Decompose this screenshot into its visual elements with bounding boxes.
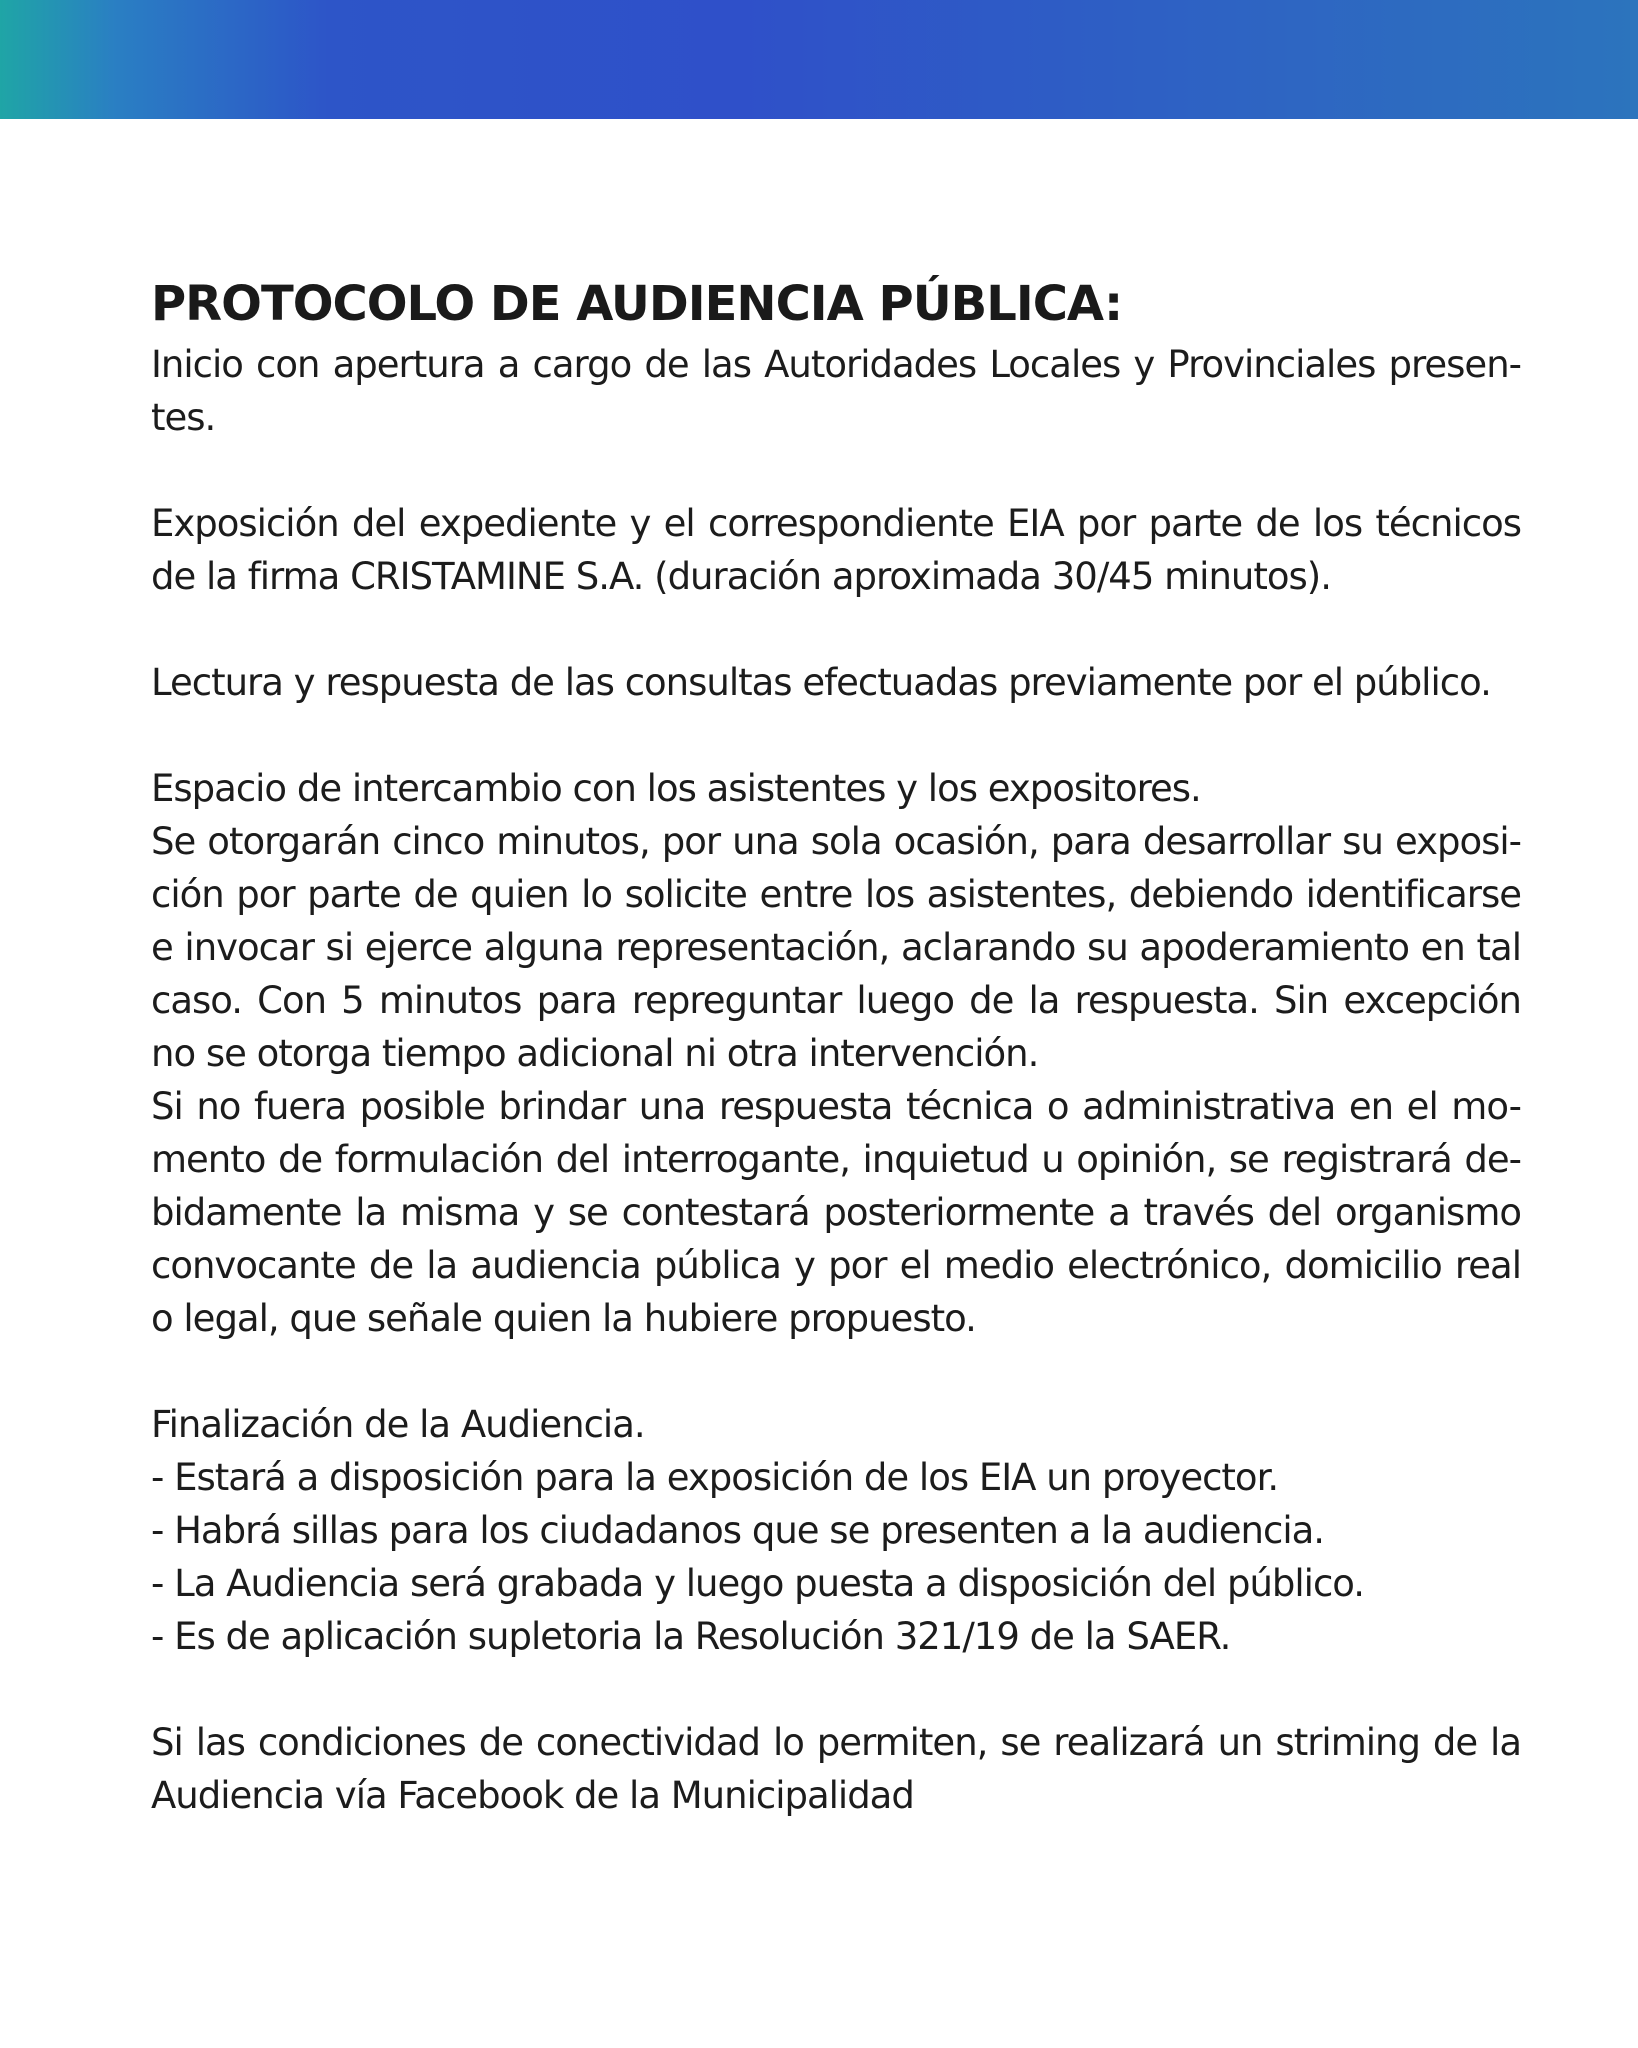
paragraph-exchange-rules: Se otorgarán cinco minutos, por una sola ocasión, para desarrollar su exposi-ción por parte de quien lo solicite entre los asistentes, debiendo identificarse e invocar si ejerce alguna representación, aclarando su apoderamiento en tal caso. Con 5 minutos para repreguntar luego de la respuesta. Sin excepción no se otorga tiempo adicional ni otra intervención. (151, 820, 1521, 1075)
document-body (151, 270, 1521, 1822)
paragraph-closing-heading: Finalización de la Audiencia. (151, 1403, 645, 1446)
list-item: - La Audiencia será grabada y luego puesta a disposición del público. (151, 1562, 1365, 1605)
spacer (151, 444, 1521, 497)
paragraph-exchange-heading: Espacio de intercambio con los asistentes y los expositores. (151, 767, 1201, 810)
spacer (151, 1345, 1521, 1398)
document-title: PROTOCOLO DE AUDIENCIA PÚBLICA: (151, 276, 1123, 332)
list-item: - Habrá sillas para los ciudadanos que se presenten a la audiencia. (151, 1509, 1325, 1552)
paragraph-opening: Inicio con apertura a cargo de las Autoridades Locales y Provinciales presen-tes. (151, 343, 1521, 439)
paragraph-reading: Lectura y respuesta de las consultas efectuadas previamente por el público. (151, 661, 1491, 704)
spacer (151, 709, 1521, 762)
spacer (151, 603, 1521, 656)
header-gradient-band (0, 0, 1638, 119)
paragraph-streaming: Si las condiciones de conectividad lo permiten, se realizará un striming de la Audiencia vía Facebook de la Municipalidad (151, 1721, 1521, 1817)
paragraph-exchange-followup: Si no fuera posible brindar una respuesta técnica o administrativa en el mo-mento de formulación del interrogante, inquietud u opinión, se registrará de-bidamente la misma y se contestará posteriormente a través del organismo convocante de la audiencia pública y por el medio electrónico, domicilio real o legal, que señale quien la hubiere propuesto. (151, 1085, 1521, 1340)
paragraph-exposition: Exposición del expediente y el correspondiente EIA por parte de los técnicos de la firma CRISTAMINE S.A. (duración aproximada 30/45 minutos). (151, 502, 1521, 598)
list-item: - Estará a disposición para la exposición de los EIA un proyector. (151, 1456, 1279, 1499)
list-item: - Es de aplicación supletoria la Resolución 321/19 de la SAER. (151, 1615, 1231, 1658)
spacer (151, 1663, 1521, 1716)
